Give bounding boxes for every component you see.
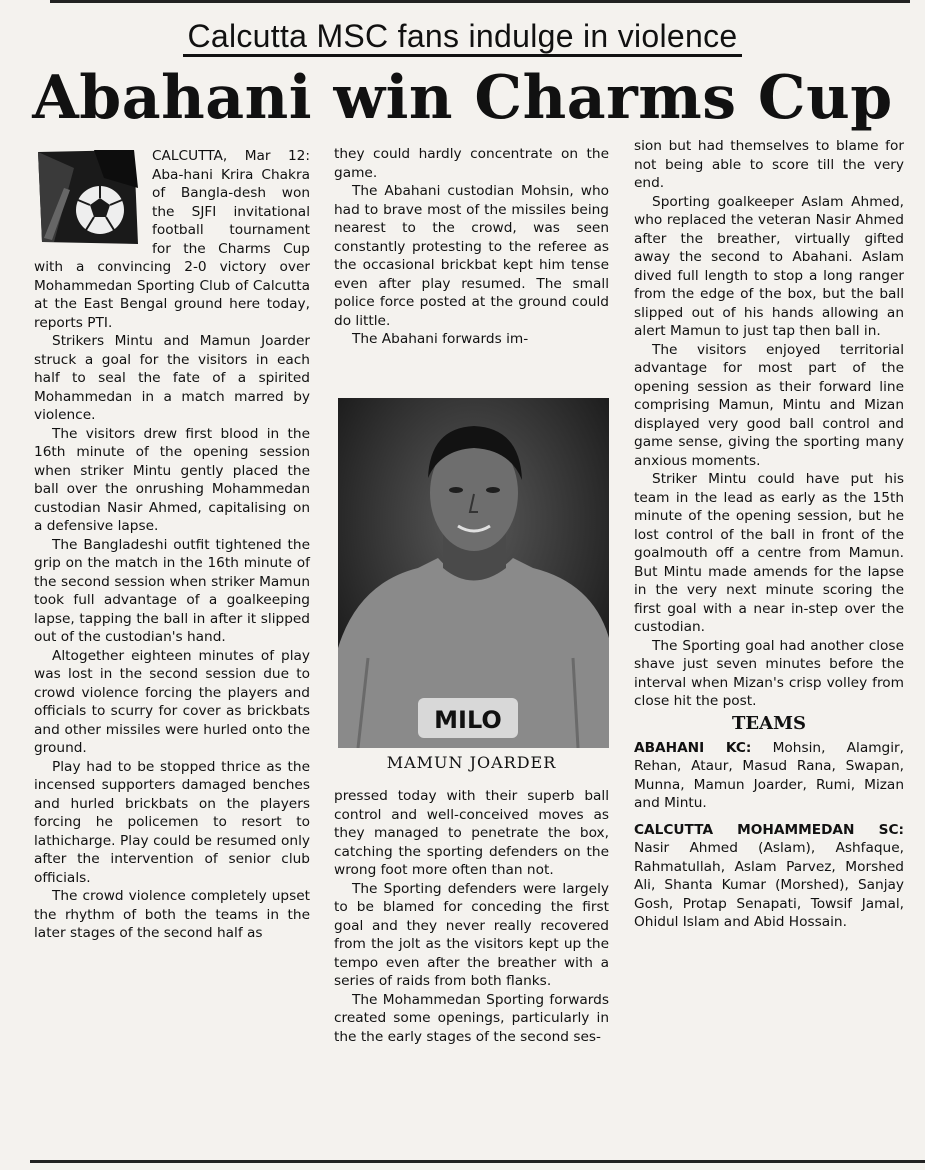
article-paragraph: Play had to be stopped thrice as the incensed supporters damaged benches and hurled brickbats on the players forcing he policemen to resort to lathicharge. Play could be resumed only after the intervention of senior club officials. <box>34 758 310 886</box>
main-headline: Abahani win Charms Cup <box>32 63 893 133</box>
team-lineup <box>634 739 904 813</box>
dateline: CALCUTTA, Mar 12: <box>152 148 310 164</box>
article-paragraph: Sporting goalkeeper Aslam Ahmed, who replaced the veteran Nasir Ahmed after the breather, virtually gifted away the second to Abahani. Aslam dived full length to stop a long ranger from the edge of the box, but the ball slipped out of his hands allowing an alert Mamun to just tap then ball in. <box>634 193 904 339</box>
shirt-logo-text: MILO <box>434 706 502 734</box>
article-paragraph: The Sporting goal had another close shave just seven minutes before the interval when Mizan's crisp volley from close hit the post. <box>634 637 904 709</box>
article-paragraph: The Mohammedan Sporting forwards created some openings, particularly in the the early stages of the second ses- <box>334 991 609 1045</box>
top-rule <box>50 0 910 3</box>
paragraph-text: Aba-hani Krira Chakra of Bangla-desh won the SJFI invitational football tournament for the Charms Cup with a convincing 2-0 victory over Mohammedan Sporting Club of Calcutta at the East Bengal ground here today, reports PTI. <box>34 166 310 331</box>
article-paragraph: they could hardly concentrate on the game. <box>334 146 609 181</box>
team-players: Nasir Ahmed (Aslam), Ashfaque, Rahmatullah, Aslam Parvez, Morshed Ali, Shanta Kumar (Morshed), Sanjay Gosh, Protap Senapati, Towsif Jamal, Ohidul Islam and Abid Hossain. <box>634 840 904 930</box>
article-paragraph: Striker Mintu could have put his team in the lead as early as the 15th minute of the opening session, but he lost control of the ball in front of the goalmouth off a centre from Mamun. But Mintu made amends for the lapse in the very next minute scoring the first goal with a near in-step over the custodian. <box>634 471 904 635</box>
article-paragraph: sion but had themselves to blame for not being able to score till the very end. <box>634 138 904 191</box>
team-lineup <box>634 821 904 932</box>
team-name: CALCUTTA MOHAMMEDAN SC: <box>634 821 904 838</box>
article-paragraph: pressed today with their superb ball control and well-conceived moves as they managed to penetrate the box, catching the sporting defenders on the wrong foot more often than not. <box>334 788 609 878</box>
bottom-rule <box>30 1160 925 1163</box>
article-paragraph: The visitors drew first blood in the 16th minute of the opening session when striker Mintu gently placed the ball over the onrushing Mohammedan custodian Nasir Ahmed, capitalising on a defensive lapse. <box>34 425 310 534</box>
article-paragraph: Strikers Mintu and Mamun Joarder struck a goal for the visitors in each half to seal the fate of a spirited Mohammedan in a match marred by violence. <box>34 333 310 423</box>
teams-heading: TEAMS <box>731 712 806 734</box>
soccer-ball-logo-icon <box>34 148 142 246</box>
photo-caption: MAMUN JOARDER <box>386 753 557 772</box>
article-paragraph: The crowd violence completely upset the rhythm of both the teams in the later stages of the second half as <box>34 888 310 941</box>
article-paragraph: The Bangladeshi outfit tightened the grip on the match in the 16th minute of the second session when striker Mamun took full advantage of a goalkeeping lapse, tapping the ball in after it slipped out of the custodian's hand. <box>34 536 310 645</box>
article-column-2-bottom <box>334 787 609 1046</box>
article-paragraph: The visitors enjoyed territorial advantage for most part of the opening session as their forward line comprising Mamun, Mintu and Mizan displayed very good ball control and game sense, giving the sporting many anxious moments. <box>634 341 904 469</box>
kicker-headline <box>0 18 925 57</box>
article-paragraph: The Abahani custodian Mohsin, who had to brave most of the missiles being nearest to the crowd, was seen constantly protesting to the referee as the occasional brickbat kept him tense even after play resumed. The small police force posted at the ground could do little. <box>334 183 609 329</box>
article-column-3 <box>634 137 904 932</box>
article-paragraph: Altogether eighteen minutes of play was lost in the second session due to crowd violence forcing the players and officials to scurry for cover as brickbats and other missiles were hurled onto the ground. <box>34 647 310 756</box>
team-players: Mohsin, Alamgir, Rehan, Ataur, Masud Rana, Swapan, Munna, Mamun Joarder, Rumi, Mizan and Mintu. <box>634 739 905 811</box>
article-paragraph: The Abahani forwards im- <box>352 331 529 347</box>
article-paragraph: The Sporting defenders were largely to be blamed for conceding the first goal and they never really recovered from the jolt as the visitors kept up the tempo even after the breather with a series of raids from both flanks. <box>334 880 609 989</box>
article-column-1 <box>34 147 310 943</box>
article-column-2-top <box>334 145 609 349</box>
player-photo <box>338 398 609 748</box>
kicker-text: Calcutta MSC fans indulge in violence <box>183 19 741 57</box>
team-name: ABAHANI KC: <box>634 739 752 756</box>
